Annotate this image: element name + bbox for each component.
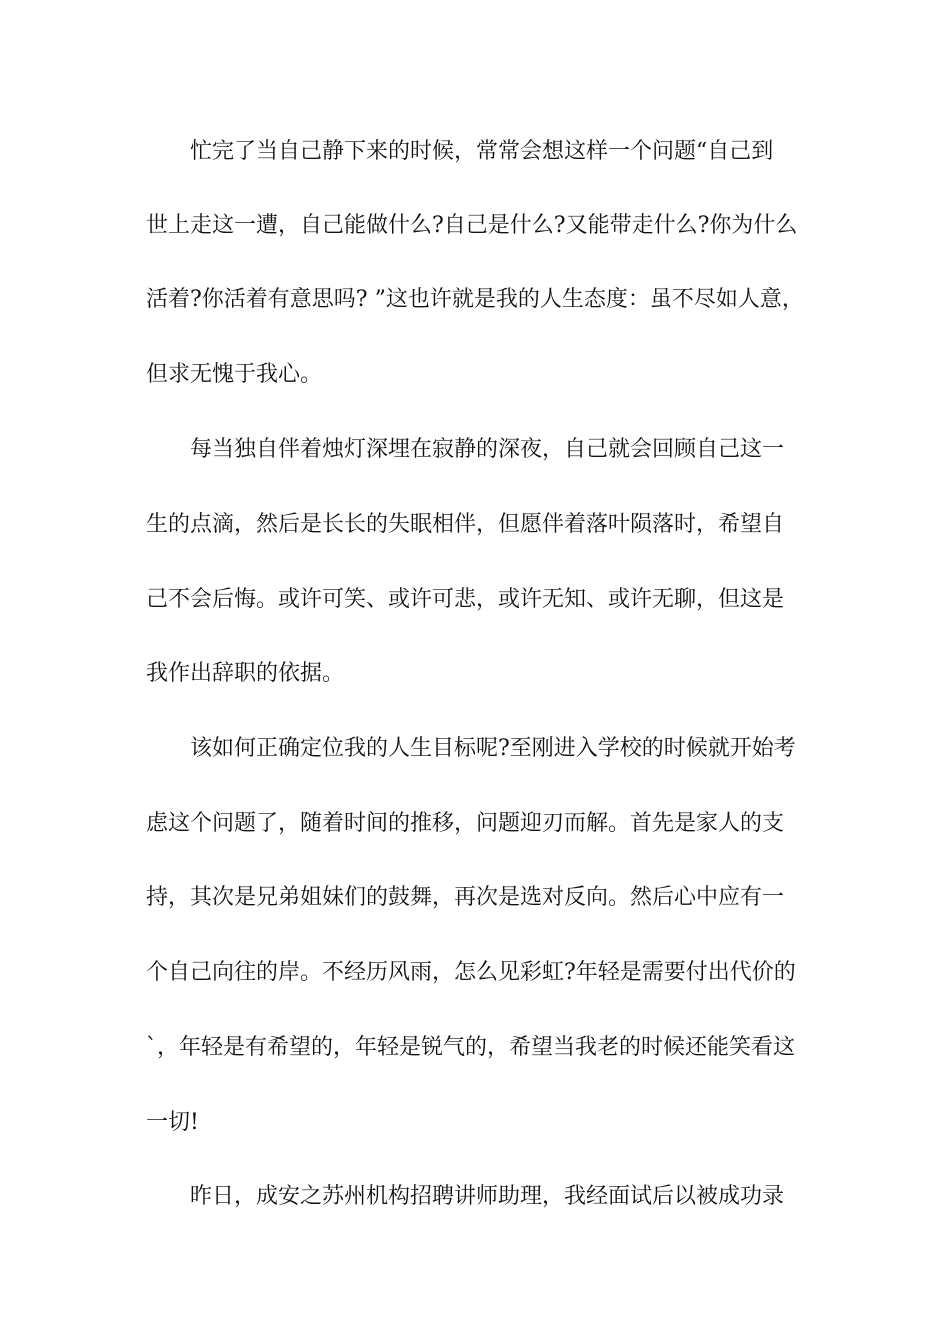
text-line: 但求无愧于我心。 [146, 362, 323, 387]
text-line: 世上走这一遭，自己能做什么?自己是什么?又能带走什么?你为什么 [146, 213, 798, 238]
text-line: 忙完了当自己静下来的时候，常常会想这样一个问题“自己到 [190, 139, 774, 164]
text-line: 昨日，成安之苏州机构招聘讲师助理，我经面试后以被成功录 [190, 1184, 785, 1209]
text-line: 己不会后悔。或许可笑、或许可悲，或许无知、或许无聊，但这是 [146, 587, 785, 612]
text-line: 每当独自伴着烛灯深埋在寂静的深夜，自己就会回顾自己这一 [190, 437, 785, 462]
text-line: 一切! [146, 1110, 199, 1135]
text-line: 个自己向往的岸。不经历风雨，怎么见彩虹?年轻是需要付出代价的 [146, 960, 796, 985]
text-line: 活着?你活着有意思吗? ”这也许就是我的人生态度：虽不尽如人意， [146, 287, 804, 312]
text-line: 生的点滴，然后是长长的失眠相伴，但愿伴着落叶陨落时，希望自 [146, 512, 785, 537]
text-line: 虑这个问题了，随着时间的推移，问题迎刃而解。首先是家人的支 [146, 811, 785, 836]
text-line: `，年轻是有希望的，年轻是锐气的，希望当我老的时候还能笑看这 [146, 1035, 796, 1060]
text-line: 我作出辞职的依据。 [146, 661, 345, 686]
text-line: 该如何正确定位我的人生目标呢?至刚进入学校的时候就开始考 [190, 736, 796, 761]
text-line: 持，其次是兄弟姐妹们的鼓舞，再次是选对反向。然后心中应有一 [146, 885, 785, 910]
